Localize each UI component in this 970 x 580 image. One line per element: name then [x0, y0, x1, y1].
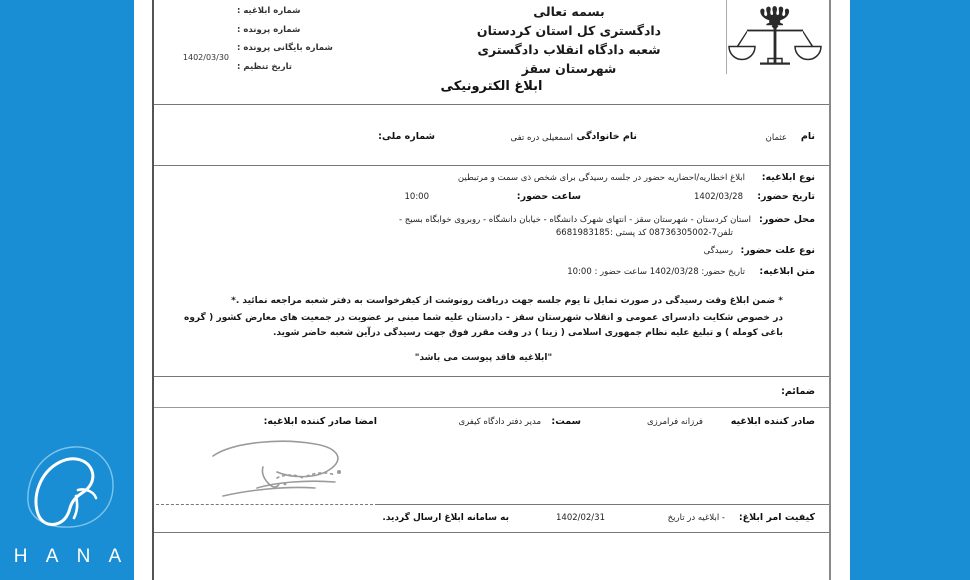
body-paragraph-1: * ضمن ابلاغ وقت رسیدگی در صورت تمایل تا یوم جلسه جهت دریافت رونوشت از کیفرخواست به دفتر شعبه مراجعه نمائید .*	[231, 296, 783, 306]
label-delivery-quality: کیفیت امر ابلاغ:	[738, 512, 815, 523]
document-sheet	[152, 0, 831, 580]
label-attend-time: ساعت حضور:	[516, 191, 581, 202]
org-line-2: شعبه دادگاه انقلاب دادگستری	[477, 42, 661, 57]
attachments-row	[154, 377, 829, 407]
header-org-block	[419, 2, 719, 78]
label-notice-type: نوع ابلاغیه:	[761, 172, 815, 183]
field-label-archive-number: شماره بایگانی پرونده :	[237, 43, 333, 53]
value-delivery-date: 1402/02/31	[556, 513, 605, 523]
field-label-compose-date: تاریخ تنظیم :	[237, 61, 292, 72]
notice-body	[154, 284, 829, 376]
header-field-labels	[237, 2, 417, 76]
attendance-place-row	[154, 210, 829, 242]
document-header	[154, 0, 829, 76]
value-notice-text: تاریخ حضور: 1402/03/28 ساعت حضور : 10:00	[567, 267, 745, 277]
recipient-row	[154, 105, 829, 165]
attendance-datetime-row	[154, 188, 829, 210]
issuer-row	[154, 408, 829, 504]
label-cause: نوع علت حضور:	[740, 245, 815, 256]
label-last-name: نام خانوادگی	[576, 131, 637, 142]
label-signature: امضا صادر کننده ابلاغیه:	[263, 416, 377, 427]
attendance-cause-row	[154, 242, 829, 264]
divider-dashed-right	[378, 504, 829, 505]
hana-watermark	[8, 438, 134, 574]
field-label-notice-number: شماره ابلاغیه :	[237, 6, 301, 16]
label-place: محل حضور:	[759, 214, 815, 225]
value-place-contact: تلفن7-08736305002 کد پستی :6681983185	[555, 228, 733, 238]
hana-brand-text: H A N A	[13, 546, 129, 567]
bismillah-line: بسمه تعالی	[533, 4, 605, 19]
value-position: مدیر دفتر دادگاه کیفری	[458, 417, 541, 427]
body-attachment-note: "ابلاغیه فاقد پیوست می باشد"	[414, 353, 553, 363]
value-cause: رسیدگی	[703, 246, 733, 256]
document-title: ابلاغ الکترونیکی	[440, 79, 543, 94]
notice-text-row	[154, 264, 829, 284]
notice-type-row	[154, 166, 829, 188]
value-notice-type: ابلاغ اخطاریه/احضاریه حضور در جلسه رسیدگی برای شخص ذی سمت و مرتبطین	[457, 173, 745, 183]
field-label-case-number: شماره پرونده :	[237, 24, 301, 35]
value-delivery-prefix: - ابلاغیه در تاریخ	[667, 513, 725, 523]
value-last-name: اسمعیلی دره تفی	[510, 133, 573, 143]
value-issuer-name: فرزانه فرامرزی	[647, 417, 703, 427]
label-national-id: شماره ملی:	[378, 131, 435, 142]
document-page	[134, 0, 850, 580]
value-attend-time: 10:00	[404, 192, 429, 202]
body-paragraph-2: در خصوص شکایت دادسرای عمومی و انقلاب شهرستان سقز - دادستان علیه شما مبنی بر عضویت در جمعیت های معارض کشور ( گروه باغی کومله ) و تبلیغ علیه نظام جمهوری اسلامی ( زینا ) در وقت مقرر فوق جهت رسیدگی درآین شعبه حاضر شوید.	[184, 313, 783, 338]
value-delivery-suffix: به سامانه ابلاغ ارسال گردید.	[382, 513, 509, 523]
org-line-1: دادگستری کل استان کردستان	[476, 23, 662, 38]
divider-dashed-left	[156, 504, 378, 505]
document-tail	[154, 533, 829, 553]
label-attachments: ضمائم:	[781, 386, 815, 397]
label-attend-date: تاریخ حضور:	[757, 191, 815, 202]
value-first-name: عثمان	[765, 133, 787, 143]
iran-judiciary-emblem-icon	[726, 0, 823, 74]
org-line-3: شهرستان سقز	[521, 61, 617, 76]
value-attend-date: 1402/03/28	[694, 192, 743, 202]
label-first-name: نام	[800, 131, 815, 142]
value-place: استان کردستان - شهرستان سقز - انتهای شهرک دانشگاه - خیابان دانشگاه - روبروی خوابگاه بسیج -	[398, 215, 751, 225]
label-position: سمت:	[551, 416, 581, 427]
header-compose-date-value: 1402/03/30	[182, 53, 229, 62]
handwritten-signature-icon	[199, 434, 389, 504]
delivery-quality-row	[154, 506, 829, 532]
label-notice-text: متن ابلاغیه:	[759, 266, 815, 277]
label-issuer: صادر کننده ابلاغیه	[730, 416, 815, 427]
dove-logo-icon	[20, 438, 120, 538]
